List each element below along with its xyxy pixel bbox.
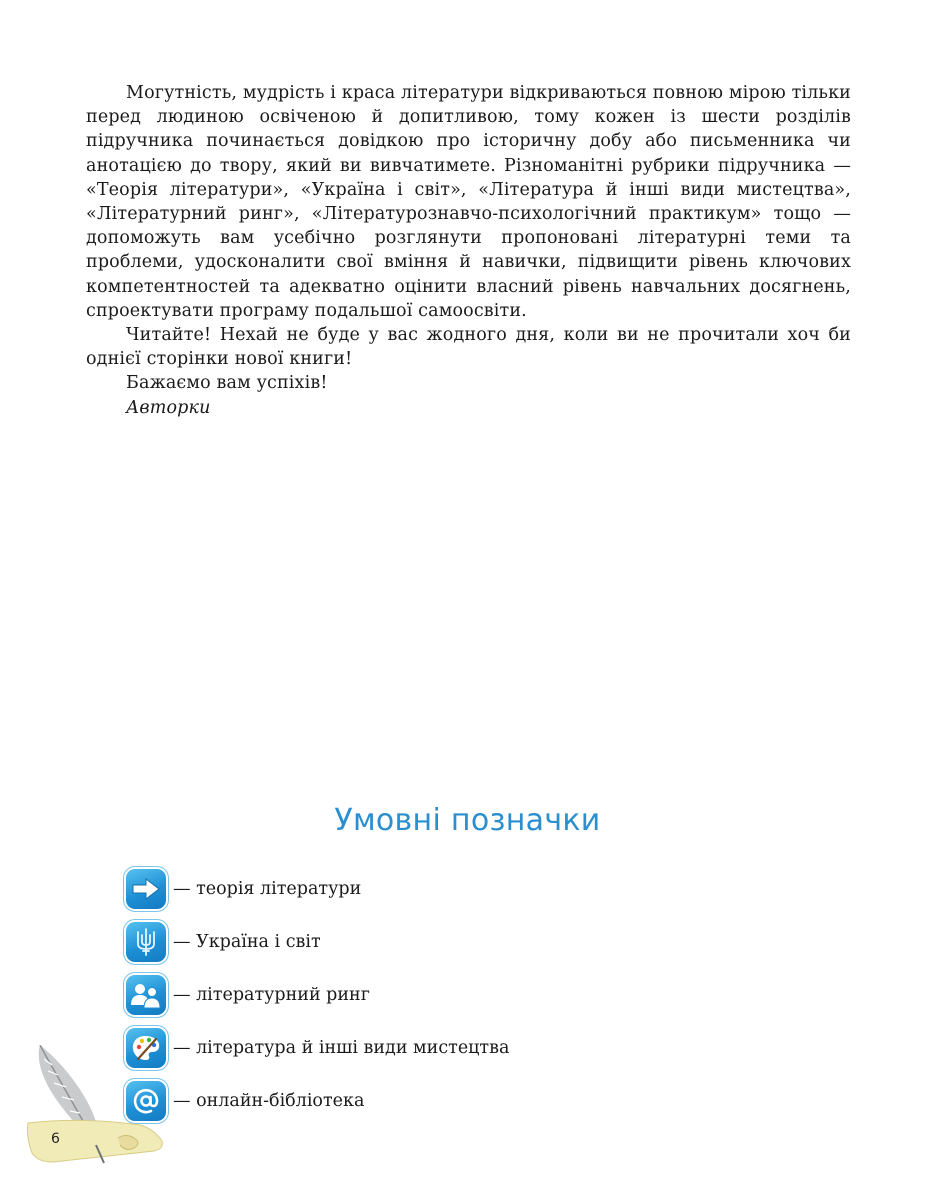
intro-paragraph: Бажаємо вам успіхів! [126,373,328,394]
intro-paragraph: Могутність, мудрість і краса літератури відкриваються повною мірою тільки перед людиною освіченою й допитливою, тому кожен із шести розділів підручника починається довідкою про історичну добу або письменника чи анотацією до твору, який ви вивчатимете. Різноманітні рубрики підручника — «Теорія літератури», «Україна і світ», «Література й інші види мистецтва», «Літературний ринг», «Літературознавчо-психологічний практикум» тощо — допоможуть вам усебічно розглянути пропоновані літературні теми та проблеми, удосконалити свої вміння й навички, підвищити рівень ключових компетентностей та адекватно оцінити власний рівень навчальних досягнень, спроектувати програму подальшої самоосвіти. [86,83,851,321]
legend-item [124,972,509,1017]
legend-item [124,866,509,911]
intro-paragraph: Читайте! Нехай не буде у вас жодного дня, коли ви не прочитали хоч би однієї сторінки нової книги! [86,325,851,370]
quill-scroll-icon [22,1045,172,1170]
arrow-right-icon [124,867,168,911]
legend-item-label: — літературний ринг [173,984,370,1005]
people-icon [124,973,168,1017]
legend-item [124,1025,509,1070]
page-number: 6 [51,1131,60,1147]
legend-item-label: — література й інші види мистецтва [173,1037,510,1058]
signature: Авторки [126,397,211,418]
legend-item-label: — Україна і світ [173,931,321,952]
trident-icon [124,920,168,964]
legend-item [124,919,509,964]
intro-text [86,81,851,420]
legend-item-label: — онлайн-бібліотека [173,1090,365,1111]
legend-item-label: — теорія літератури [173,878,362,899]
legend-list [124,866,509,1131]
legend-item [124,1078,509,1123]
legend-title: Умовні позначки [334,803,601,838]
